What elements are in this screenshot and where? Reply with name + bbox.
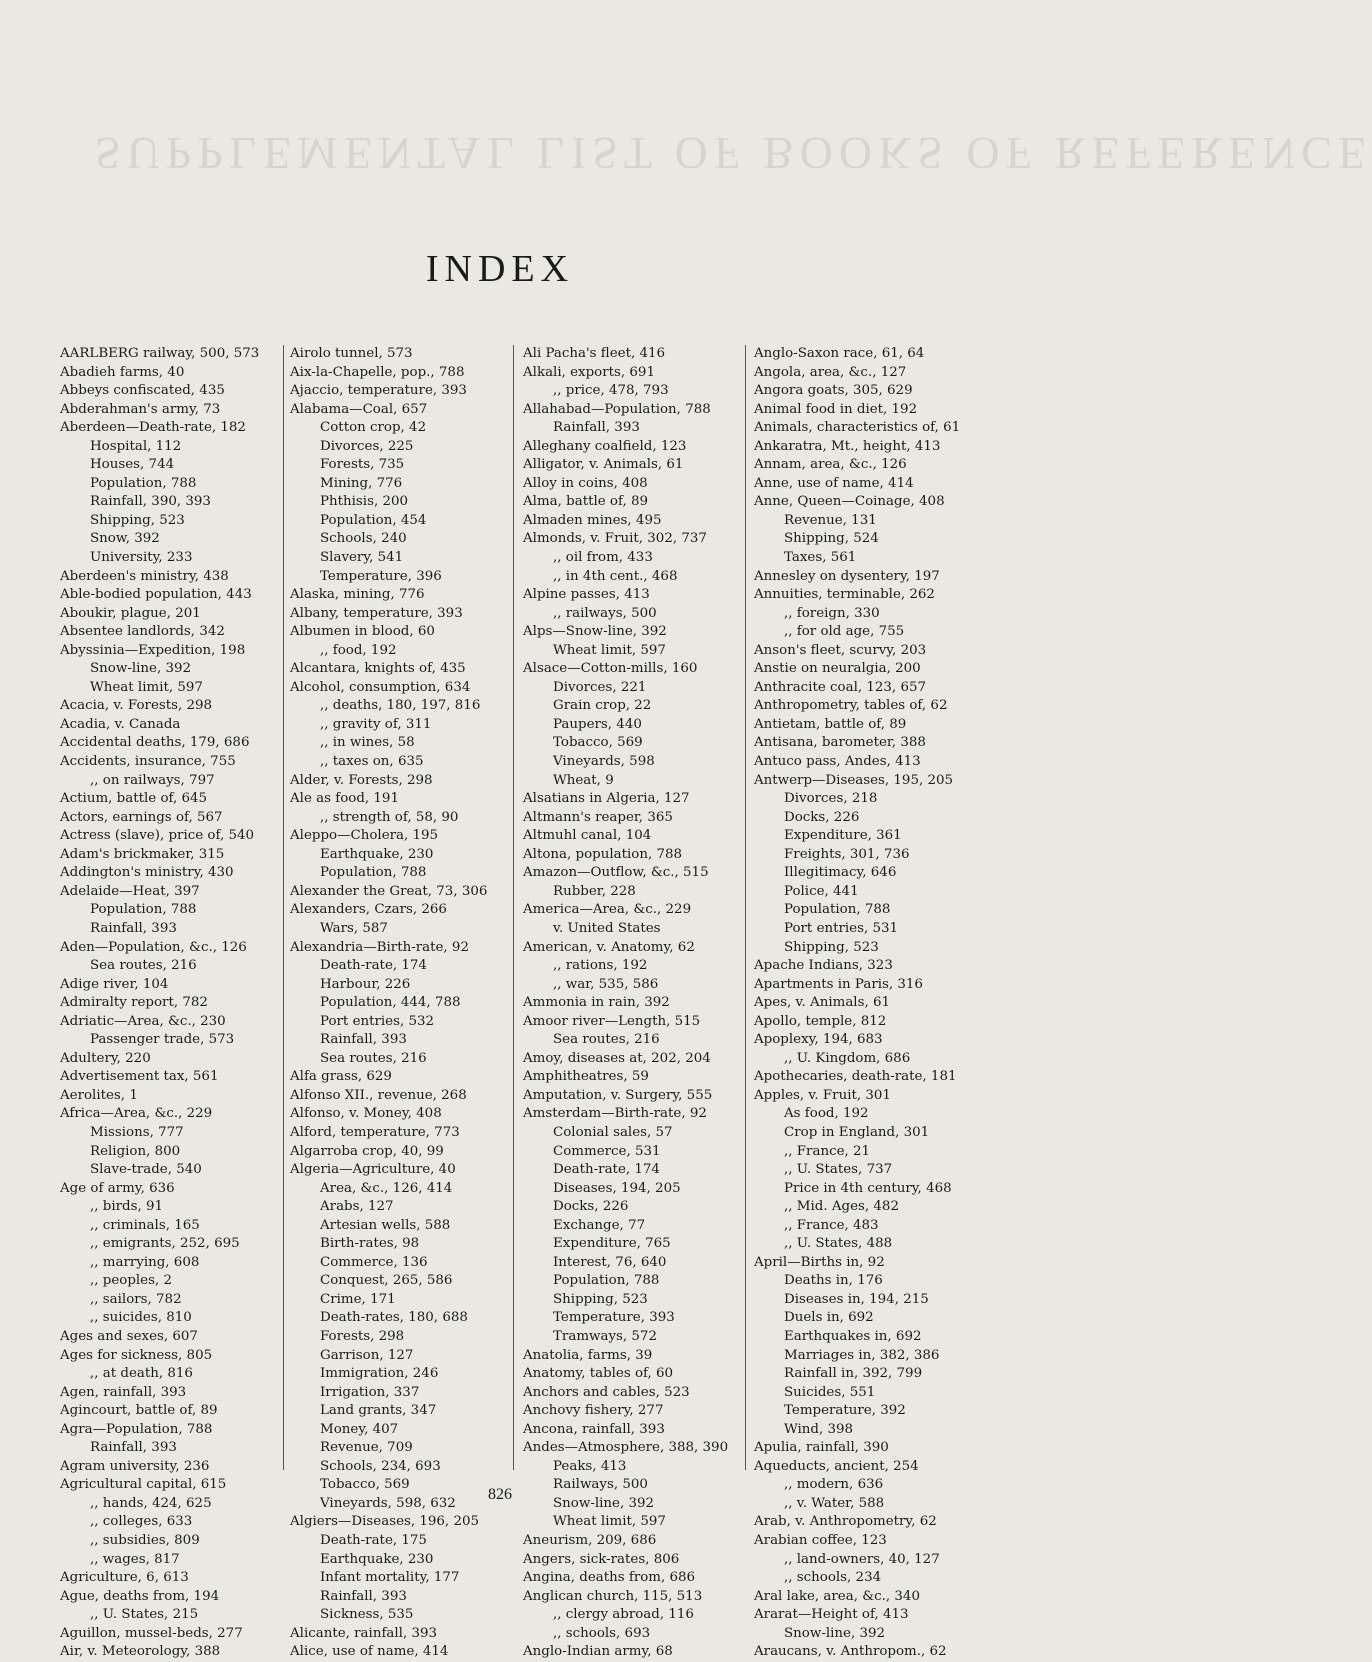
index-entry: Suicides, 551 [784,1384,876,1400]
index-entry: Snow-line, 392 [90,661,192,677]
index-entry: Population, 788 [90,475,197,491]
index-entry: ,, Mid. Ages, 482 [784,1199,899,1215]
index-entry: Alexander the Great, 73, 306 [290,883,488,899]
index-entry: As food, 192 [784,1106,869,1122]
index-entry: Adige river, 104 [60,976,169,992]
index-entry: ,, foreign, 330 [784,605,880,621]
index-entry: Agricultural capital, 615 [60,1477,227,1493]
index-entry: Abbeys confiscated, 435 [60,383,225,399]
bleed-through-text: SUPPLEMENTAL LIST OF BOOKS OF REFERENCE [95,128,1372,179]
index-entry: Agram university, 236 [60,1458,210,1474]
index-entry: Amoor river—Length, 515 [523,1013,701,1029]
index-entry: ,, emigrants, 252, 695 [90,1236,240,1252]
index-entry: Rainfall, 393 [553,420,640,436]
index-entry: Algeria—Agriculture, 40 [290,1162,456,1178]
index-entry: Apples, v. Fruit, 301 [754,1087,891,1103]
index-entry: Population, 788 [90,902,197,918]
index-entry: ,, colleges, 633 [90,1514,193,1530]
index-entry: Ague, deaths from, 194 [60,1588,220,1604]
index-entry: Alexandria—Birth-rate, 92 [290,939,469,955]
index-entry: Crime, 171 [320,1291,396,1307]
index-entry: Alma, battle of, 89 [523,494,649,510]
index-entry: Anthracite coal, 123, 657 [754,679,926,695]
index-entry: Antwerp—Diseases, 195, 205 [754,772,954,788]
index-entry: Alcohol, consumption, 634 [290,679,471,695]
index-entry: Tobacco, 569 [553,735,643,751]
index-entry: Accidents, insurance, 755 [60,754,236,770]
index-entry: Amazon—Outflow, &c., 515 [523,865,709,881]
page-title: INDEX [425,248,575,290]
index-entry: Arab, v. Anthropometry, 62 [754,1514,937,1530]
index-entry: Slavery, 541 [320,550,404,566]
index-entry: ,, railways, 500 [553,605,657,621]
index-entry: Abderahman's army, 73 [60,401,221,417]
index-entry: Freights, 301, 736 [784,846,910,862]
index-entry: Agriculture, 6, 613 [60,1570,189,1586]
index-entry: ,, in 4th cent., 468 [553,568,678,584]
index-entry: Amsterdam—Birth-rate, 92 [523,1106,707,1122]
index-entry: Aden—Population, &c., 126 [60,939,247,955]
index-entry: Anson's fleet, scurvy, 203 [754,642,927,658]
index-entry: Almonds, v. Fruit, 302, 737 [523,531,707,547]
index-entry: Tobacco, 569 [320,1477,410,1493]
index-entry: Duels in, 692 [784,1310,874,1326]
index-entry: Wheat, 9 [553,772,614,788]
index-entry: Colonial sales, 57 [553,1124,673,1140]
index-entry: Absentee landlords, 342 [60,624,225,640]
index-entry: Death-rate, 174 [553,1162,660,1178]
index-entry: ,, France, 483 [784,1217,879,1233]
index-entry: Aboukir, plague, 201 [60,605,201,621]
index-entry: Alloy in coins, 408 [523,475,648,491]
index-entry: Apes, v. Animals, 61 [754,995,891,1011]
index-entry: ,, war, 535, 586 [553,976,659,992]
index-entry: Passenger trade, 573 [90,1032,235,1048]
index-entry: Shipping, 524 [784,531,879,547]
index-entry: ,, oil from, 433 [553,550,653,566]
index-entry: Shipping, 523 [90,512,185,528]
index-entry: Population, 788 [320,865,427,881]
index-entry: Sea routes, 216 [320,1050,427,1066]
index-entry: Commerce, 531 [553,1143,661,1159]
index-entry: Allahabad—Population, 788 [523,401,711,417]
index-entry: AARLBERG railway, 500, 573 [60,346,260,361]
index-entry: Anne, use of name, 414 [754,475,914,491]
index-entry: Snow-line, 392 [784,1625,886,1641]
index-entry: Amphitheatres, 59 [523,1069,649,1085]
index-entry: Rainfall, 393 [320,1588,407,1604]
index-entry: Adelaide—Heat, 397 [60,883,200,899]
index-entry: Sea routes, 216 [553,1032,660,1048]
index-entry: Altmann's reaper, 365 [523,809,673,825]
index-entry: Almaden mines, 495 [523,512,662,528]
index-entry: Earthquake, 230 [320,846,434,862]
index-entry: Missions, 777 [90,1124,184,1140]
index-entry: ,, schools, 693 [553,1625,651,1641]
index-entry: Docks, 226 [553,1199,629,1215]
index-entry: ,, for old age, 755 [784,624,905,640]
index-entry: Rainfall, 393 [90,920,177,936]
index-entry: Africa—Area, &c., 229 [60,1106,213,1122]
index-entry: Schools, 234, 693 [320,1458,441,1474]
index-entry: Artesian wells, 588 [320,1217,451,1233]
index-entry: Anstie on neuralgia, 200 [754,661,921,677]
index-entry: Anglo-Saxon race, 61, 64 [754,346,925,361]
index-entry: Anatolia, farms, 39 [523,1347,653,1363]
index-entry: Diseases, 194, 205 [553,1180,681,1196]
index-entry: Angina, deaths from, 686 [523,1570,696,1586]
index-entry: Tramways, 572 [553,1328,657,1344]
index-entry: Birth-rates, 98 [320,1236,420,1252]
index-entry: Slave-trade, 540 [90,1162,202,1178]
index-entry: Air, v. Meteorology, 388 [60,1644,221,1660]
index-entry: Algiers—Diseases, 196, 205 [290,1514,480,1530]
index-entry: Temperature, 392 [784,1403,906,1419]
index-entry: Acadia, v. Canada [60,716,181,732]
index-entry: ,, food, 192 [320,642,397,658]
index-entry: Aqueducts, ancient, 254 [754,1458,919,1474]
index-entry: ,, on railways, 797 [90,772,215,788]
index-entry: Apothecaries, death-rate, 181 [754,1069,957,1085]
index-entry: Animal food in diet, 192 [754,401,918,417]
index-entry: Marriages in, 382, 386 [784,1347,940,1363]
index-entry: Wind, 398 [784,1421,854,1437]
index-entry: Alps—Snow-line, 392 [523,624,667,640]
index-entry: Alford, temperature, 773 [290,1124,460,1140]
index-entry: Area, &c., 126, 414 [320,1180,453,1196]
index-entry: Price in 4th century, 468 [784,1180,952,1196]
index-entry: Aneurism, 209, 686 [523,1533,657,1548]
index-entry: Anchors and cables, 523 [523,1384,690,1400]
index-entry: Accidental deaths, 179, 686 [60,735,250,751]
index-entry: Cotton crop, 42 [320,420,427,436]
index-entry: Houses, 744 [90,457,175,473]
index-entry: ,, sailors, 782 [90,1291,182,1307]
index-entry: Addington's ministry, 430 [60,865,234,881]
index-entry: ,, modern, 636 [784,1477,884,1493]
index-entry: Ages and sexes, 607 [60,1328,198,1344]
index-entry: ,, at death, 816 [90,1366,193,1382]
index-entry: Paupers, 440 [553,716,642,732]
index-entry: Railways, 500 [553,1477,648,1493]
index-entry: Ale as food, 191 [290,791,399,807]
index-entry: Mining, 776 [320,475,403,491]
index-entry: Actress (slave), price of, 540 [60,828,255,844]
index-entry: Altona, population, 788 [523,846,683,862]
index-entry: ,, U. States, 488 [784,1236,893,1252]
index-entry: Religion, 800 [90,1143,181,1159]
index-entry: Anne, Queen—Coinage, 408 [754,494,945,510]
index-entry: Alexanders, Czars, 266 [290,902,447,918]
index-entry: Death-rate, 174 [320,958,427,974]
index-entry: Araucans, v. Anthropom., 62 [754,1644,947,1660]
index-entry: Aerolites, 1 [60,1087,138,1103]
index-entry: Annesley on dysentery, 197 [754,568,940,584]
index-entry: ,, suicides, 810 [90,1310,192,1326]
index-entry: Antisana, barometer, 388 [754,735,926,751]
index-entry: Apache Indians, 323 [754,958,893,974]
index-entry: Port entries, 531 [784,920,899,936]
index-entry: ,, rations, 192 [553,958,648,974]
index-entry: Amputation, v. Surgery, 555 [523,1087,713,1103]
index-entry: Able-bodied population, 443 [60,587,252,603]
index-entry: Snow, 392 [90,531,160,547]
index-entry: Aleppo—Cholera, 195 [290,828,439,844]
index-entry: Alpine passes, 413 [523,587,650,603]
index-entry: Antietam, battle of, 89 [754,716,907,732]
index-entry: Aguillon, mussel-beds, 277 [60,1625,243,1641]
index-entry: Snow-line, 392 [553,1495,655,1511]
index-entry: Arabs, 127 [320,1199,394,1215]
index-entry: Apollo, temple, 812 [754,1013,887,1029]
index-entry: Acacia, v. Forests, 298 [60,698,213,714]
index-entry: Adriatic—Area, &c., 230 [60,1013,226,1029]
index-entry: Apulia, rainfall, 390 [754,1440,889,1456]
index-entry: Anthropometry, tables of, 62 [754,698,948,714]
index-entry: Exchange, 77 [553,1217,646,1233]
index-entry: ,, U. States, 737 [784,1162,893,1178]
index-entry: ,, criminals, 165 [90,1217,200,1233]
index-entry: Earthquakes in, 692 [784,1328,922,1344]
index-entry: Rainfall, 393 [320,1032,407,1048]
index-entry: Alfonso XII., revenue, 268 [290,1087,467,1103]
index-entry: Alicante, rainfall, 393 [290,1625,438,1641]
index-entry: Diseases in, 194, 215 [784,1291,929,1307]
index-entry: Abadieh farms, 40 [60,364,185,380]
index-entry: Adam's brickmaker, 315 [60,846,225,862]
index-entry: Alice, use of name, 414 [290,1644,449,1660]
index-entry: Rainfall, 393 [90,1440,177,1456]
index-entry: Irrigation, 337 [320,1384,420,1400]
index-entry: Wheat limit, 597 [553,1514,666,1530]
index-entry: ,, taxes on, 635 [320,754,424,770]
index-entry: Immigration, 246 [320,1366,439,1382]
index-entry: Expenditure, 361 [784,828,902,844]
index-entry: Temperature, 393 [553,1310,675,1326]
index-entry: Aberdeen—Death-rate, 182 [60,420,246,436]
index-entry: ,, gravity of, 311 [320,716,432,732]
index-entry: Earthquake, 230 [320,1551,434,1567]
index-entry: Altmuhl canal, 104 [523,828,652,844]
index-entry: University, 233 [90,550,193,566]
index-entry: ,, v. Water, 588 [784,1495,885,1511]
index-entry: Albany, temperature, 393 [290,605,463,621]
index-entry: Anglo-Indian army, 68 [523,1644,673,1660]
index-entry: Sickness, 535 [320,1607,414,1623]
index-column-4 [754,345,998,1660]
index-entry: Forests, 735 [320,457,405,473]
index-entry: ,, clergy abroad, 116 [553,1607,694,1623]
index-entry: Rainfall, 390, 393 [90,494,211,510]
index-entry: ,, France, 21 [784,1143,871,1159]
index-entry: Crop in England, 301 [784,1124,930,1140]
index-entry: Phthisis, 200 [320,494,409,510]
index-entry: Garrison, 127 [320,1347,414,1363]
index-entry: Sea routes, 216 [90,958,197,974]
index-entry: Age of army, 636 [60,1180,175,1196]
index-entry: Actium, battle of, 645 [60,791,208,807]
index-entry: Ancona, rainfall, 393 [523,1421,665,1437]
index-entry: Revenue, 131 [784,512,877,528]
index-column-1 [60,345,306,1660]
index-entry: Money, 407 [320,1421,399,1437]
index-entry: ,, U. States, 215 [90,1607,199,1623]
index-entry: Apoplexy, 194, 683 [754,1032,883,1048]
index-entry: Anglican church, 115, 513 [523,1588,703,1604]
index-entry: April—Births in, 92 [754,1254,885,1270]
index-entry: America—Area, &c., 229 [523,902,692,918]
index-entry: ,, land-owners, 40, 127 [784,1551,940,1567]
index-entry: Animals, characteristics of, 61 [754,420,961,436]
index-entry: Divorces, 218 [784,791,878,807]
index-entry: Aberdeen's ministry, 438 [60,568,229,584]
index-entry: ,, strength of, 58, 90 [320,809,459,825]
index-entry: Docks, 226 [784,809,860,825]
index-entry: ,, U. Kingdom, 686 [784,1050,911,1066]
index-entry: Anchovy fishery, 277 [523,1403,664,1419]
index-entry: Airolo tunnel, 573 [290,346,413,361]
index-entry: Infant mortality, 177 [320,1570,460,1586]
index-entry: Admiralty report, 782 [60,995,208,1011]
index-entry: Police, 441 [784,883,859,899]
index-entry: Rainfall in, 392, 799 [784,1366,923,1382]
index-entry: Aral lake, area, &c., 340 [754,1588,920,1604]
index-column-3 [523,345,769,1660]
index-entry: ,, birds, 91 [90,1199,164,1215]
index-entry: Ajaccio, temperature, 393 [290,383,467,399]
index-entry: Land grants, 347 [320,1403,437,1419]
index-entry: Adultery, 220 [60,1050,151,1066]
index-entry: Alligator, v. Animals, 61 [523,457,684,473]
index-entry: Alfa grass, 629 [290,1069,392,1085]
index-entry: ,, in wines, 58 [320,735,415,751]
index-entry: Actors, earnings of, 567 [60,809,223,825]
index-entry: Illegitimacy, 646 [784,865,897,881]
index-entry: Alcantara, knights of, 435 [290,661,466,677]
index-entry: Death-rates, 180, 688 [320,1310,468,1326]
index-entry: Divorces, 221 [553,679,647,695]
index-entry: Vineyards, 598, 632 [320,1495,456,1511]
index-entry: Alleghany coalfield, 123 [523,438,687,454]
index-entry: ,, marrying, 608 [90,1254,200,1270]
index-entry: Hospital, 112 [90,438,182,454]
index-entry: Alaska, mining, 776 [290,587,425,603]
index-entry: Angola, area, &c., 127 [754,364,907,380]
index-entry: ,, subsidies, 809 [90,1533,200,1548]
index-entry: Albumen in blood, 60 [290,624,435,640]
index-entry: Ali Pacha's fleet, 416 [523,346,666,361]
index-entry: Shipping, 523 [553,1291,648,1307]
index-entry: Population, 788 [784,902,891,918]
index-entry: Temperature, 396 [320,568,442,584]
index-entry: ,, price, 478, 793 [553,383,669,399]
index-entry: Schools, 240 [320,531,407,547]
index-entry: Algarroba crop, 40, 99 [290,1143,444,1159]
index-entry: Antuco pass, Andes, 413 [754,754,921,770]
index-entry: Harbour, 226 [320,976,411,992]
index-entry: Rubber, 228 [553,883,636,899]
index-entry: Annam, area, &c., 126 [754,457,907,473]
index-entry: Andes—Atmosphere, 388, 390 [523,1440,729,1456]
index-entry: Revenue, 709 [320,1440,413,1456]
index-entry: ,, deaths, 180, 197, 816 [320,698,481,714]
index-entry: Agra—Population, 788 [60,1421,213,1437]
index-entry: Abyssinia—Expedition, 198 [60,642,246,658]
index-entry: Apartments in Paris, 316 [754,976,923,992]
index-entry: Advertisement tax, 561 [60,1069,219,1085]
index-entry: Commerce, 136 [320,1254,428,1270]
index-entry: Population, 444, 788 [320,995,461,1011]
index-entry: Ankaratra, Mt., height, 413 [754,438,941,454]
index-entry: Anatomy, tables of, 60 [523,1366,674,1382]
index-entry: Agincourt, battle of, 89 [60,1403,218,1419]
index-entry: Agen, rainfall, 393 [60,1384,187,1400]
index-entry: Grain crop, 22 [553,698,652,714]
index-entry: Alsatians in Algeria, 127 [523,791,690,807]
index-entry: Death-rate, 175 [320,1533,427,1548]
index-entry: ,, hands, 424, 625 [90,1495,212,1511]
index-entry: Alder, v. Forests, 298 [290,772,433,788]
index-entry: Peaks, 413 [553,1458,627,1474]
index-entry: Alfonso, v. Money, 408 [290,1106,442,1122]
index-entry: Taxes, 561 [784,550,857,566]
index-entry: Ararat—Height of, 413 [754,1607,909,1623]
index-entry: Forests, 298 [320,1328,405,1344]
index-entry: Alabama—Coal, 657 [290,401,428,417]
index-entry: Alkali, exports, 691 [523,364,655,380]
index-entry: Vineyards, 598 [553,754,655,770]
index-entry: Interest, 76, 640 [553,1254,667,1270]
index-entry: Deaths in, 176 [784,1273,883,1289]
index-entry: Wheat limit, 597 [553,642,666,658]
index-entry: Annuities, terminable, 262 [754,587,935,603]
index-entry: Wheat limit, 597 [90,679,203,695]
index-entry: Population, 788 [553,1273,660,1289]
index-entry: Divorces, 225 [320,438,414,454]
index-entry: ,, schools, 234 [784,1570,882,1586]
index-entry: Shipping, 523 [784,939,879,955]
index-entry: Expenditure, 765 [553,1236,671,1252]
index-entry: Arabian coffee, 123 [754,1533,887,1548]
index-entry: Port entries, 532 [320,1013,435,1029]
index-entry: Ammonia in rain, 392 [523,995,670,1011]
index-entry: Angers, sick-rates, 806 [523,1551,680,1567]
index-entry: v. United States [553,920,661,936]
index-entry: ,, peoples, 2 [90,1273,173,1289]
index-entry: Conquest, 265, 586 [320,1273,453,1289]
index-entry: Wars, 587 [320,920,388,936]
index-entry: Ages for sickness, 805 [60,1347,213,1363]
index-entry: Population, 454 [320,512,427,528]
page-number: 826 [488,1486,512,1503]
index-entry: Aix-la-Chapelle, pop., 788 [290,364,465,380]
index-entry: ,, wages, 817 [90,1551,180,1567]
index-entry: Angora goats, 305, 629 [754,383,913,399]
index-entry: Amoy, diseases at, 202, 204 [523,1050,711,1066]
index-entry: American, v. Anatomy, 62 [523,939,695,955]
index-entry: Alsace—Cotton-mills, 160 [523,661,698,677]
